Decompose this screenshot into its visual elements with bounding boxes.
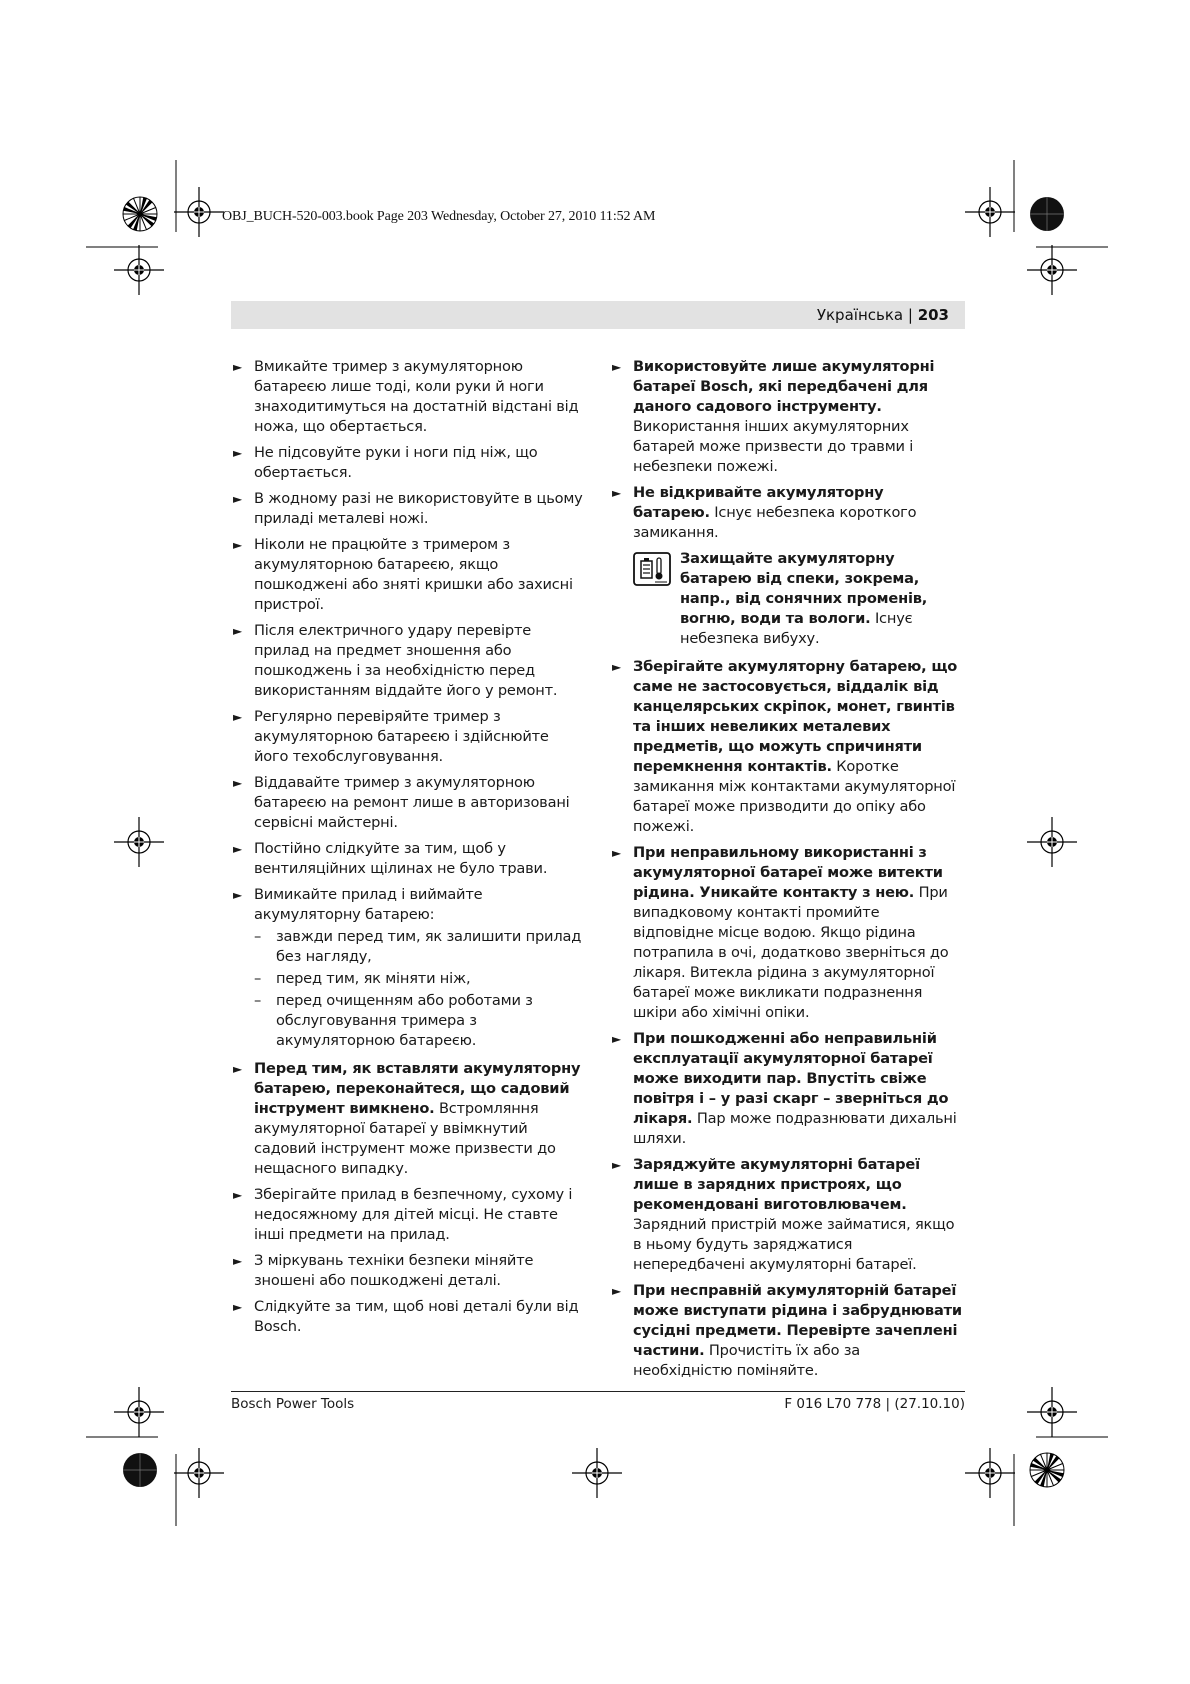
item-bold-text: Перед тим, як вставляти акумуляторну батарею, переконайтеся, що садовий інструмент вимкнено. xyxy=(254,1060,581,1117)
sub-item-text: перед очищенням або роботами з обслуговування тримера з акумуляторною батареєю. xyxy=(276,992,533,1049)
right-column xyxy=(612,357,962,1387)
bullet-arrow-icon: ► xyxy=(612,660,622,674)
list-item xyxy=(233,839,583,879)
list-item xyxy=(233,1059,583,1179)
heat-warning-note xyxy=(612,549,962,649)
item-text: Слідкуйте за тим, щоб нові деталі були від Bosch. xyxy=(254,1298,579,1335)
item-text: В жодному разі не використовуйте в цьому приладі металеві ножі. xyxy=(254,490,583,527)
header-language: Українська xyxy=(816,306,904,324)
dash-marker: – xyxy=(254,970,262,987)
bullet-arrow-icon: ► xyxy=(233,446,243,460)
sub-list-item xyxy=(233,969,583,989)
item-bold-text: При неправильному використанні з акумуляторної батареї може витекти рідина. Уникайте контакту з нею. xyxy=(633,844,943,901)
bullet-arrow-icon: ► xyxy=(612,360,622,374)
item-text: Зберігайте прилад в безпечному, сухому і недосяжному для дітей місці. Не ставте інші предмети на прилад. xyxy=(254,1186,573,1243)
bullet-arrow-icon: ► xyxy=(612,846,622,860)
item-text: Встромляння акумуляторної батареї у ввімкнутий садовий інструмент може призвести до нещасного випадку. xyxy=(254,1100,556,1177)
bullet-arrow-icon: ► xyxy=(233,1254,243,1268)
list-item xyxy=(233,535,583,615)
list-item xyxy=(612,1281,962,1381)
list-item xyxy=(233,885,583,925)
item-text: Прочистіть їх або за необхідністю поміняйте. xyxy=(633,1342,861,1379)
list-item xyxy=(233,1297,583,1337)
item-text: Постійно слідкуйте за тим, щоб у вентиляційних щілинах не було трави. xyxy=(254,840,548,877)
bullet-arrow-icon: ► xyxy=(233,360,243,374)
item-text: Після електричного удару перевірте прилад на предмет зношення або пошкоджень і за необхідністю перед використанням віддайте його у ремонт. xyxy=(254,622,558,699)
bullet-arrow-icon: ► xyxy=(233,1300,243,1314)
list-item xyxy=(612,843,962,1023)
bullet-arrow-icon: ► xyxy=(233,842,243,856)
item-bold-text: Використовуйте лише акумуляторні батареї Bosch, які передбачені для даного садового інструменту. xyxy=(633,358,935,415)
item-text: Не підсовуйте руки і ноги під ніж, що обертається. xyxy=(254,444,538,481)
bullet-arrow-icon: ► xyxy=(233,624,243,638)
item-text: Вмикайте тример з акумуляторною батареєю лише тоді, коли руки й ноги знаходитимуться на достатній відстані від ножа, що обертається. xyxy=(254,358,579,435)
sub-item-text: завжди перед тим, як залишити прилад без нагляду, xyxy=(276,928,582,965)
footer-brand: Bosch Power Tools xyxy=(231,1396,355,1412)
bullet-arrow-icon: ► xyxy=(233,1188,243,1202)
bullet-arrow-icon: ► xyxy=(233,776,243,790)
list-item xyxy=(612,357,962,477)
list-item xyxy=(612,1155,962,1275)
item-bold-text: Зберігайте акумуляторну батарею, що саме не застосовується, віддалік від канцелярських скріпок, монет, гвинтів та інших невеликих металевих предметів, що можуть спричиняти перемкнення контактів. xyxy=(633,658,958,775)
item-text: При випадковому контакті промийте відповідне місце водою. Якщо рідина потрапила в очі, додатково зверніться до лікаря. Витекла рідина з акумуляторної батареї може викликати подразнення шкіри або хімічні опіки. xyxy=(633,884,949,1021)
left-column xyxy=(233,357,583,1343)
sub-list xyxy=(233,927,583,1051)
page-number: 203 xyxy=(917,306,949,324)
list-item xyxy=(233,1185,583,1245)
sub-list-item xyxy=(233,991,583,1051)
item-bold-text: При пошкодженні або неправильній експлуатації акумуляторної батареї може виходити пар. Впустіть свіже повітря і – у разі скарг – зверніться до лікаря. xyxy=(633,1030,949,1127)
heat-protection-icon xyxy=(633,552,671,592)
print-slug: OBJ_BUCH-520-003.book Page 203 Wednesday, October 27, 2010 11:52 AM xyxy=(222,209,656,224)
item-text: Існує небезпека короткого замикання. xyxy=(633,504,917,541)
dash-marker: – xyxy=(254,928,262,945)
item-bold-text: Заряджуйте акумуляторні батареї лише в зарядних пристроях, що рекомендовані виготовлювачем. xyxy=(633,1156,920,1213)
list-item xyxy=(233,707,583,767)
item-text: З міркувань техніки безпеки міняйте зношені або пошкоджені деталі. xyxy=(254,1252,534,1289)
list-item xyxy=(612,657,962,837)
page-header-text xyxy=(817,306,949,324)
sub-item-text: перед тим, як міняти ніж, xyxy=(276,970,471,987)
list-item xyxy=(233,357,583,437)
bullet-arrow-icon: ► xyxy=(233,492,243,506)
item-bold-text: Не відкривайте акумуляторну батарею. xyxy=(633,484,884,521)
item-text: Ніколи не працюйте з тримером з акумуляторною батареєю, якщо пошкоджені або зняті кришки або захисні пристрої. xyxy=(254,536,573,613)
item-text: Пар може подразнювати дихальні шляхи. xyxy=(633,1110,957,1147)
item-text: Використання інших акумуляторних батарей може призвести до травми і небезпеки пожежі. xyxy=(633,418,914,475)
item-text: Коротке замикання між контактами акумуляторної батареї може призводити до опіку або пожежі. xyxy=(633,758,956,835)
list-item xyxy=(233,621,583,701)
list-item xyxy=(233,443,583,483)
bullet-arrow-icon: ► xyxy=(612,1032,622,1046)
dash-marker: – xyxy=(254,992,262,1009)
bullet-arrow-icon: ► xyxy=(612,1158,622,1172)
bullet-arrow-icon: ► xyxy=(233,710,243,724)
bullet-arrow-icon: ► xyxy=(233,888,243,902)
item-bold-text: При несправній акумуляторній батареї може виступати рідина і забруднювати сусідні предмети. Перевірте зачеплені частини. xyxy=(633,1282,962,1359)
item-text: Регулярно перевіряйте тример з акумуляторною батареєю і здійснюйте його техобслуговування. xyxy=(254,708,549,765)
bullet-arrow-icon: ► xyxy=(233,538,243,552)
list-item xyxy=(233,773,583,833)
list-item xyxy=(612,1029,962,1149)
bullet-arrow-icon: ► xyxy=(612,486,622,500)
list-item xyxy=(233,1251,583,1291)
warning-bold-text: Захищайте акумуляторну батарею від спеки, зокрема, напр., від сонячних променів, вогню, води та вологи. xyxy=(680,550,928,627)
item-text: Вимикайте прилад і виймайте акумуляторну батарею: xyxy=(254,886,483,923)
item-text: Віддавайте тример з акумуляторною батареєю на ремонт лише в авторизовані сервісні майстерні. xyxy=(254,774,570,831)
bullet-arrow-icon: ► xyxy=(233,1062,243,1076)
footer-rule xyxy=(231,1391,965,1392)
item-text: Зарядний пристрій може займатися, якщо в ньому будуть заряджатися непередбачені акумуляторні батареї. xyxy=(633,1216,955,1273)
footer-doc-id: F 016 L70 778 | (27.10.10) xyxy=(784,1396,965,1412)
sub-list-item xyxy=(233,927,583,967)
page-header-bar xyxy=(231,301,965,329)
warning-text: Існує небезпека вибуху. xyxy=(680,610,913,647)
list-item xyxy=(612,483,962,543)
bullet-arrow-icon: ► xyxy=(612,1284,622,1298)
list-item xyxy=(233,489,583,529)
header-separator: | xyxy=(903,306,918,324)
